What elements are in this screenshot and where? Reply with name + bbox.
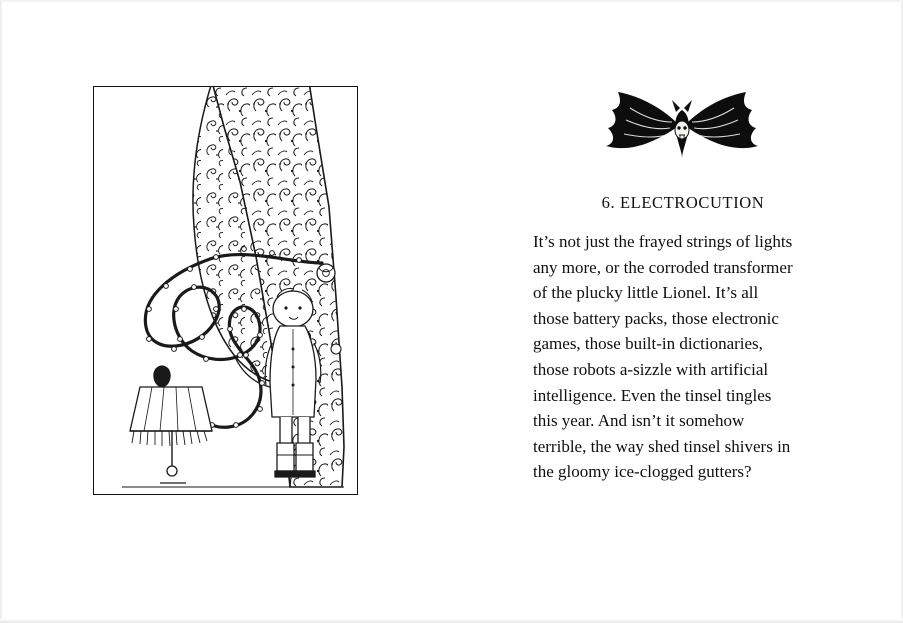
tree-and-child-illustration [94, 87, 357, 494]
chapter-body-text [533, 229, 798, 485]
chapter-title: 6. ELECTROCUTION [601, 193, 765, 212]
body-paragraph: It’s not just the frayed strings of lights any more, or the corroded transformer of the plucky little Lionel. It’s all those battery packs, those electronic games, those built-in dictionaries, those robots a-sizzle with artificial intelligence. Even the tinsel tingles this year. And isn’t it somehow terrible, the way shed tinsel shivers in the gloomy ice-clogged gutters? [533, 232, 793, 482]
illustration-frame [93, 86, 358, 495]
page-edge-top [0, 0, 903, 3]
page-edge-left [0, 0, 3, 623]
page-edge-bottom [0, 619, 903, 623]
bat-ornament-icon [566, 88, 798, 172]
bat-ornament [566, 88, 798, 172]
